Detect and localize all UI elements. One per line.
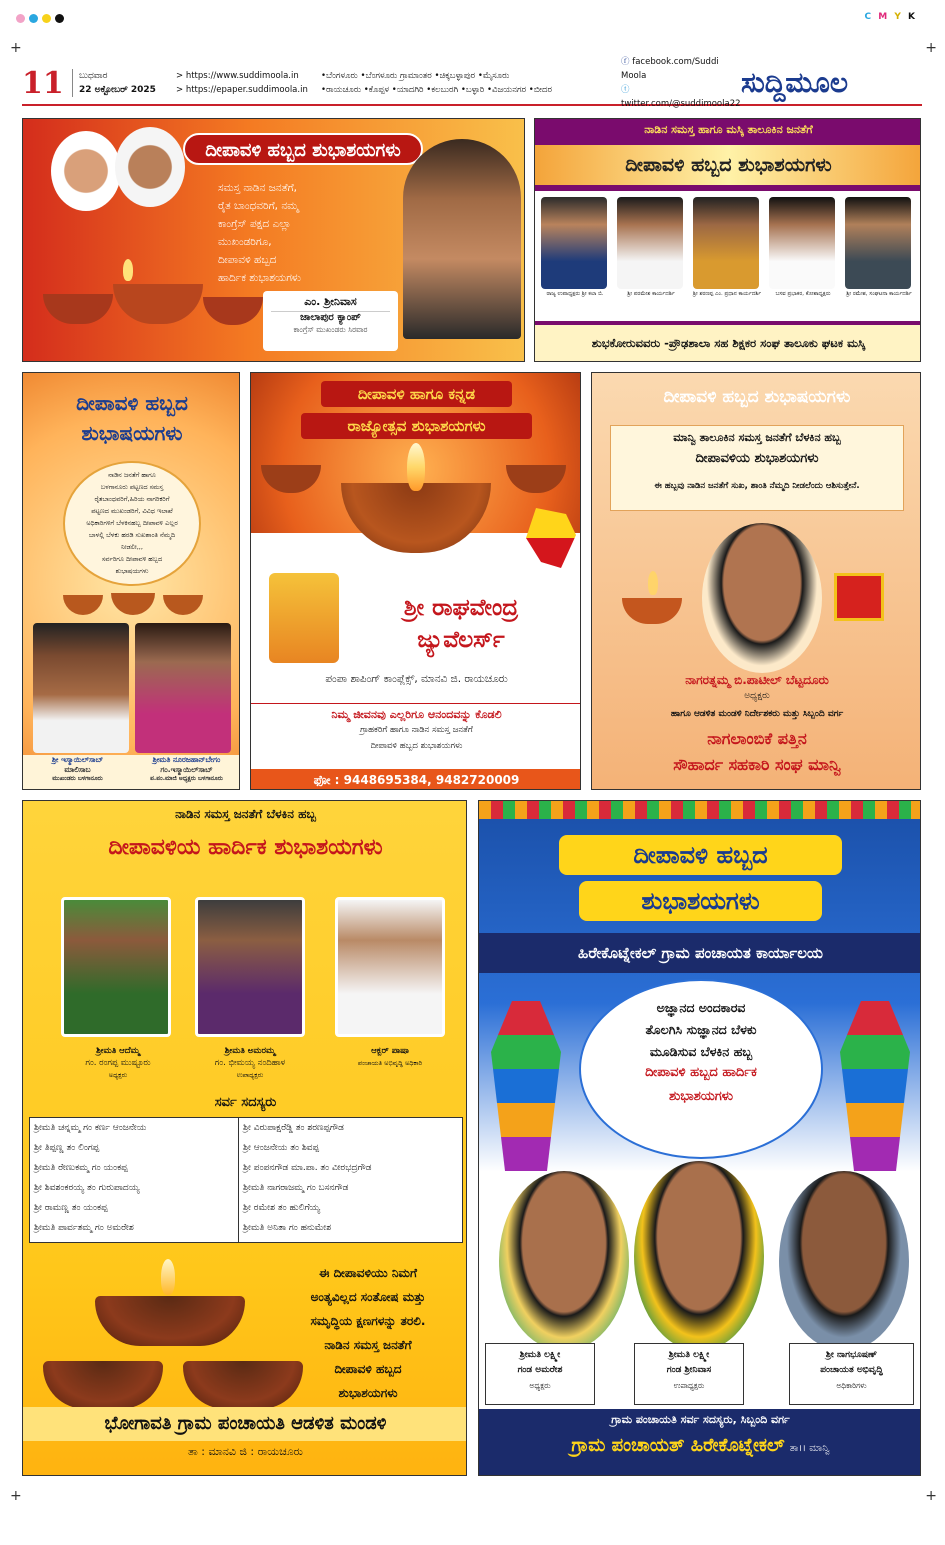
caption-card: ಶ್ರೀಮತಿ ಲಕ್ಷ್ಮೀ ಗಂಡ ಶ್ರೀನಿವಾಸ ಉಪಾಧ್ಯಕ್ಷರು (634, 1343, 744, 1405)
ad-title: ದೀಪಾವಳಿ ಹಾಗೂ ಕನ್ನಡ (321, 381, 512, 407)
lakshmi-amaresh-photo (499, 1171, 629, 1351)
akbar-pasha-photo (335, 897, 445, 1037)
flame-icon (123, 259, 133, 281)
member-captions: ರಾಜ್ಯ ಉಪಾಧ್ಯಕ್ಷರು ಶ್ರೀ ಕಲಾ ಬಿ. ಶ್ರೀ ಪರಮೇಶ ಕಾರ್ಯದರ್ಶಿ ಶ್ರೀ ಶರಣಪ್ಪ ಎಂ. ಪ್ರಧಾನ ಕಾರ್ಯದರ್ಶಿ ಬಸವ ಪ್ರಭಾಕರ, ಕೋಶಾಧ್ಯಕ್ಷರು ಶ್ರೀ ರಮೇಶ, ಸಂಘಟನಾ ಕಾರ್ಯದರ್ಶಿ (546, 291, 912, 297)
edition-cities (321, 69, 621, 97)
diya-icon (113, 284, 203, 324)
ad-title: ದೀಪಾವಳಿ ಹಬ್ಬದ (559, 835, 842, 875)
ad-subtitle: ನಾಡಿನ ಸಮಸ್ತ ಜನತೆಗೆ ಬೆಳಕಿನ ಹಬ್ಬ (175, 807, 316, 821)
wish-line: ಗ್ರಾಹಕರಿಗೆ ಹಾಗೂ ನಾಡಿನ ಸಮಸ್ತ ಜನತೆಗೆ (360, 725, 473, 735)
gift-icon (834, 573, 884, 621)
org-name: ಭೋಗಾವತಿ ಗ್ರಾಮ ಪಂಚಾಯತಿ ಆಡಳಿತ ಮಂಡಳಿ (23, 1407, 467, 1441)
crop-mark-icon: + (10, 40, 22, 56)
ad-hirekotnekal-panchayat (478, 800, 921, 1476)
ad-body: ನಾಡಿನ ಜನತೆಗೆ ಹಾಗೂ ಬಳಗಾನೂರು ಪಟ್ಟಣದ ಸಮಸ್ತ ರೈತಬಾಂಧವರಿಗೆ,ಹಿರಿಯ ನಾಗರಿಕರಿಗೆ ಪಟ್ಟಣದ ಮುಖಂಡರಿಗೆ, ವಿವಿಧ ಇಲಾಖೆ ಅಧಿಕಾರಿಗಳಿಗೆ ಬೆಳಕಿನಹಬ್ಬ ದೀಪಾವಳಿ ಎಲ್ಲರ ಬಾಳಲ್ಲಿ ಬೆಳಕು ಹರಡಿ ಸುಖಶಾಂತಿ ನೆಮ್ಮದಿ ನೀಡಲೀ,,, ಸರ್ವರಿಗೂ ದೀಪಾವಳಿ ಹಬ್ಬದ ಶುಭಾಷಯಗಳು (86, 471, 178, 575)
cmyk-c: C (864, 12, 874, 22)
message-line: ಮಾನ್ವಿ ತಾಲೂಕಿನ ಸಮಸ್ತ ಜನತೆಗೆ ಬೆಳಕಿನ ಹಬ್ಬ (673, 431, 841, 444)
page-header (22, 57, 922, 109)
issue-day: ಬುಧವಾರ (79, 71, 108, 81)
wish-line: ದೀಪಾವಳಿ ಹಬ್ಬದ ಶುಭಾಶಯಗಳು (370, 741, 463, 751)
diya-icon (111, 593, 155, 615)
org-place: ತಾ : ಮಾನವಿ ಜಿ : ರಾಯಚೂರು (188, 1445, 303, 1458)
caption-card: ಶ್ರೀ ನಾಗಭೂಷಣ್ ಪಂಚಾಯತ ಅಭಿವೃದ್ಧಿ ಅಧಿಕಾರಿಗಳು (789, 1343, 914, 1405)
diya-icon (163, 595, 203, 615)
member-photo (617, 197, 683, 289)
facebook-icon: ⓕ (621, 57, 630, 67)
website-links (176, 69, 321, 97)
ad-subtitle: ನಾಡಿನ ಸಮಸ್ತ ಹಾಗೂ ಮಸ್ಕಿ ತಾಲೂಕಿನ ಜನತೆಗೆ (644, 123, 813, 136)
org-name: ನಾಗಲಾಂಬಿಕೆ ಪತ್ತಿನ (707, 729, 807, 748)
cmyk-y: Y (894, 12, 903, 22)
members-heading: ಸರ್ವ ಸದಸ್ಯರು (214, 1095, 277, 1110)
crop-mark-icon: + (10, 1488, 22, 1504)
ad-bhogavati-panchayat (22, 800, 467, 1476)
message-line: ದೀಪಾವಳಿಯ ಶುಭಾಶಯಗಳು (695, 451, 819, 466)
wish-line: ನಿಮ್ಮ ಜೀವನವು ಎಲ್ಲರಿಗೂ ಆನಂದವನ್ನು ಕೊಡಲಿ (251, 703, 581, 722)
cyan-dot (29, 14, 38, 23)
bunting-decoration (479, 801, 921, 819)
ad-title: ದೀಪಾವಳಿ ಹಬ್ಬದ ಶುಭಾಷಯಗಳು (663, 387, 851, 407)
person-caption: ಆಕ್ಬರ್ ಪಾಷಾ ಪಂಚಾಯತಿ ಅಭಿವೃದ್ಧಿ ಅಧಿಕಾರಿ (357, 1046, 423, 1067)
org-name: ಗ್ರಾಮ ಪಂಚಾಯತ್ ಹಿರೇಕೊಟ್ನೇಕಲ್ (571, 1435, 785, 1456)
ad-title: ದೀಪಾವಳಿಯ ಹಾರ್ದಿಕ ಶುಭಾಶಯಗಳು (108, 835, 383, 860)
ad-title: ದೀಪಾವಳಿ ಹಬ್ಬದ (76, 391, 188, 415)
black-dot (55, 14, 64, 23)
org-footer (479, 1435, 921, 1456)
crop-mark-icon: + (925, 40, 937, 56)
org-place: ತಾ।। ಮಾನ್ವಿ (789, 1443, 830, 1454)
ad-nagalambike-society (591, 372, 921, 790)
diya-icon (43, 294, 113, 324)
diya-icon (63, 595, 103, 615)
diya-icon (622, 598, 682, 624)
issue-date-text: 22 ಅಕ್ಟೋಬರ್ 2025 (79, 85, 156, 95)
crop-mark-icon: + (925, 1488, 937, 1504)
diya-icon (203, 297, 263, 325)
flame-icon (648, 571, 658, 595)
issue-date (72, 69, 176, 97)
member-photo (541, 197, 607, 289)
message-line: ಈ ಹಬ್ಬವು ನಾಡಿನ ಜನತೆಗೆ ಸುಖ, ಶಾಂತಿ ನೆಮ್ಮದಿ ನೀಡಲೆಂದು ಆಶಿಸುತ್ತೇನೆ. (654, 481, 860, 491)
person-role: ಅಧ್ಯಕ್ಷರು (744, 691, 770, 701)
facebook-link[interactable]: ⓕ facebook.com/Suddi Moola (621, 57, 719, 81)
nagaratnamma-photo (702, 523, 822, 673)
twitter-link[interactable]: ⓣ twitter.com/@suddimoola22 (621, 85, 741, 109)
flame-icon (407, 443, 425, 491)
social-links (621, 55, 741, 111)
cmyk-m: M (878, 12, 890, 22)
phone-numbers: ಫೋ : 9448695384, 9482720009 (251, 769, 581, 790)
member-photo (693, 197, 759, 289)
website-link[interactable]: > https://www.suddimoola.in (176, 71, 299, 81)
management-line: ಹಾಗೂ ಆಡಳಿತ ಮಂಡಳಿ ನಿರ್ದೇಶಕರು ಮತ್ತು ಸಿಬ್ಬಂದಿ ವರ್ಗ (670, 709, 844, 719)
lakshmi-srinivas-photo (634, 1161, 764, 1351)
ad-teachers-association (534, 118, 921, 362)
ad-title: ದೀಪಾವಳಿ ಹಬ್ಬದ ಶುಭಾಶಯಗಳು (183, 133, 423, 165)
lantern-icon (840, 1001, 910, 1171)
ad-ismail-saab (22, 372, 240, 790)
ad-title: ರಾಜ್ಯೋತ್ಸವ ಶುಭಾಶಯಗಳು (301, 413, 532, 439)
ad-title: ಶುಭಾಷಯಗಳು (81, 421, 183, 445)
ad-title: ಶುಭಾಶಯಗಳು (579, 881, 822, 921)
ad-m-srinivas (22, 118, 525, 362)
ismail-photo (33, 623, 129, 753)
member-photo (769, 197, 835, 289)
member-photo (845, 197, 911, 289)
members-table: ಶ್ರೀಮತಿ ಚನ್ನಮ್ಮ ಗಂ ಕರ್ಣ ಆಂಜನೇಯ ಶ್ರೀ ತಿಪ್ಪಣ್ಣ ತಂ ಲಿಂಗಪ್ಪ ಶ್ರೀಮತಿ ರೇಣುಕಮ್ಮ ಗಂ ಯಂಕಪ್ಪ ಶ್ರೀ ಶಿವಶಂಕರಯ್ಯ ತಂ ಗುರುಪಾದಯ್ಯ ಶ್ರೀ ರಾಮಣ್ಣ ತಂ ಯಂಕಪ್ಪ ಶ್ರೀಮತಿ ಪಾರ್ವತಮ್ಮ ಗಂ ಅಮರೇಶ ಶ್ರೀ ವಿರುಪಾಕ್ಷರೆಡ್ಡಿ ತಂ ಶರಣಪ್ಪಗೌಡ ಶ್ರೀ ಆಂಜನೇಯ ತಂ ಶಿವಪ್ಪ ಶ್ರೀ ಪಂಪನಗೌಡ ಮಾ.ಪಾ. ತಂ ವೀರಭದ್ರಗೌಡ ಶ್ರೀಮತಿ ನಾಗರಾಜಮ್ಮ ಗಂ ಬಸನಗೌಡ ಶ್ರೀ ರಮೇಶ ತಂ ಹುಲಿಗೆಯ್ಯ ಶ್ರೀಮತಿ ಅನಿತಾ ಗಂ ಹನುಮೇಶ (29, 1117, 463, 1243)
raghavendra-swamy-image (269, 573, 339, 663)
page-number: 11 (22, 65, 64, 101)
cities-line-2: •ರಾಯಚೂರು •ಕೊಪ್ಪಳ •ಯಾದಗಿರಿ •ಕಲಬುರಗಿ •ಬಳ್ಳಾರಿ •ವಿಜಯನಗರ •ಬೀದರ (321, 85, 552, 95)
diya-icon (341, 483, 491, 553)
poem-text: ಅಜ್ಞಾನದ ಅಂದಕಾರವ ತೊಲಗಿಸಿ ಸುಜ್ಞಾನದ ಬೆಳಕು ಮೂಡಿಸುವ ಬೆಳಕಿನ ಹಬ್ಬ (645, 1000, 757, 1059)
cmyk-marker (864, 12, 917, 22)
person-caption: ಶ್ರೀಮತಿ ಅಮರಮ್ಮ ಗಂ. ಭೀಮಯ್ಯ ನಂದಿಹಾಳ ಉಪಾಧ್ಯಕ್ಷರು (214, 1046, 286, 1079)
diya-icon (95, 1296, 245, 1346)
wish-text: ಈ ದೀಪಾವಳಿಯು ನಿಮಗೆ ಅಂತ್ಯವಿಲ್ಲದ ಸಂತೋಷ ಮತ್ತು ಸಮೃದ್ಧಿಯ ಕ್ಷಣಗಳನ್ನು ತರಲಿ. ನಾಡಿನ ಸಮಸ್ತ ಜನತೆಗೆ ದೀಪಾವಳಿ ಹಬ್ಬದ ಶುಭಾಶಯಗಳು (310, 1266, 426, 1400)
magenta-dot (16, 14, 25, 23)
ad-title: ದೀಪಾವಳಿ ಹಬ್ಬದ ಶುಭಾಶಯಗಳು (535, 145, 921, 185)
noorjahan-photo (135, 623, 231, 753)
lantern-icon (491, 1001, 561, 1171)
name-card: ಎಂ. ಶ್ರೀನಿವಾಸ ಜಾಲಾಪುರ ಕ್ಯಾಂಪ್ ಕಾಂಗ್ರೆಸ್ ಮುಖಂಡರು ಸಿರವಾರ (263, 291, 398, 351)
org-name: ಸೌಹಾರ್ದ ಸಹಕಾರಿ ಸಂಘ ಮಾನ್ವಿ (673, 755, 841, 774)
epaper-link[interactable]: > https://epaper.suddimoola.in (176, 85, 308, 95)
caption-card: ಶ್ರೀಮತಿ ಲಕ್ಷ್ಮೀ ಗಂಡ ಅಮರೇಶ ಅಧ್ಯಕ್ಷರು (485, 1343, 595, 1405)
shop-name: ಶ್ರೀ ರಾಘವೇಂದ್ರ (403, 595, 519, 621)
diya-icon (43, 1361, 163, 1409)
cmyk-k: K (908, 12, 917, 22)
person-name: ನಾಗರತ್ನಮ್ಮ ಬಿ.ಪಾಟೀಲ್ ಬೆಟ್ಟದೂರು (685, 673, 829, 687)
flame-icon (161, 1259, 175, 1295)
ad-body: ಸಮಸ್ತ ನಾಡಿನ ಜನತೆಗೆ, ರೈತ ಬಾಂಧವರಿಗೆ, ನಮ್ಮ ಕಾಂಗ್ರೆಸ್ ಪಕ್ಷದ ಎಲ್ಲಾ ಮುಖಂಡರಿಗೂ, ದೀಪಾವಳಿ ಹಬ್ಬದ ಹಾರ್ದಿಕ ಶುಭಾಶಯಗಳು (218, 182, 301, 284)
yellow-dot (42, 14, 51, 23)
shop-address: ಪಂಪಾ ಶಾಪಿಂಗ್ ಕಾಂಪ್ಲೆಕ್ಸ್, ಮಾನವಿ ಜಿ. ರಾಯಚೂರು (325, 673, 508, 685)
greeting-line: ಶುಭಾಶಯಗಳು (669, 1089, 733, 1104)
person-caption: ಶ್ರೀಮತಿ ಆದೆಮ್ಮ ಗಂ. ರಂಗಪ್ಪ ಮುಷ್ಟೂರು ಅಧ್ಯಕ್ಷರು (85, 1046, 151, 1079)
leader-photo (115, 127, 185, 207)
amaramma-photo (195, 897, 305, 1037)
name-bar: ಶ್ರೀ ಇಸ್ಮಾಯಿಲ್‌ಸಾಬ್ ಮಾಲಿಸಾಬ ಮುಖಂಡರು ಬಳಗಾನೂರು ಶ್ರೀಮತಿ ನೂರಜಹಾನ್‌ಬೇಗಂ ಗಂ.ಇಸ್ಮಾಯಿಲ್‌ಸಾಬ್ ಪ.ಪಂ.ಮಾಜಿ ಅಧ್ಯಕ್ಷರು ಬಳಗಾನೂರು (23, 755, 240, 789)
greeting-line: ದೀಪಾವಳಿ ಹಬ್ಬದ ಹಾರ್ದಿಕ (645, 1065, 757, 1080)
ad-footer: ಶುಭಕೋರುವವರು -ಪ್ರೌಢಶಾಲಾ ಸಹ ಶಿಕ್ಷಕರ ಸಂಘ ತಾಲೂಕು ಘಟಕ ಮಸ್ಕಿ (535, 325, 921, 361)
leader-photo (51, 131, 121, 211)
srinivas-photo (403, 139, 521, 339)
masthead-logo: ಸುದ್ದಿಮೂಲ (741, 66, 849, 99)
nagabhushan-photo (779, 1171, 909, 1351)
shop-name: ಜ್ಯುವೆಲರ್ಸ್ (417, 627, 505, 653)
cities-line-1: •ಬೆಂಗಳೂರು •ಬೆಂಗಳೂರು ಗ್ರಾಮಾಂತರ •ಚಿಕ್ಕಬಳ್ಳಾಪುರ •ಮೈಸೂರು (321, 71, 510, 81)
adamma-photo (61, 897, 171, 1037)
registration-dots (16, 14, 64, 23)
ad-raghavendra-jewellers (250, 372, 581, 790)
staff-line: ಗ್ರಾಮ ಪಂಚಾಯತಿ ಸರ್ವ ಸದಸ್ಯರು, ಸಿಬ್ಬಂದಿ ವರ್ಗ (611, 1413, 790, 1426)
twitter-icon: ⓣ (621, 85, 630, 95)
office-name: ಹಿರೇಕೊಟ್ನೇಕಲ್ ಗ್ರಾಮ ಪಂಚಾಯತ ಕಾರ್ಯಾಲಯ (479, 933, 921, 973)
